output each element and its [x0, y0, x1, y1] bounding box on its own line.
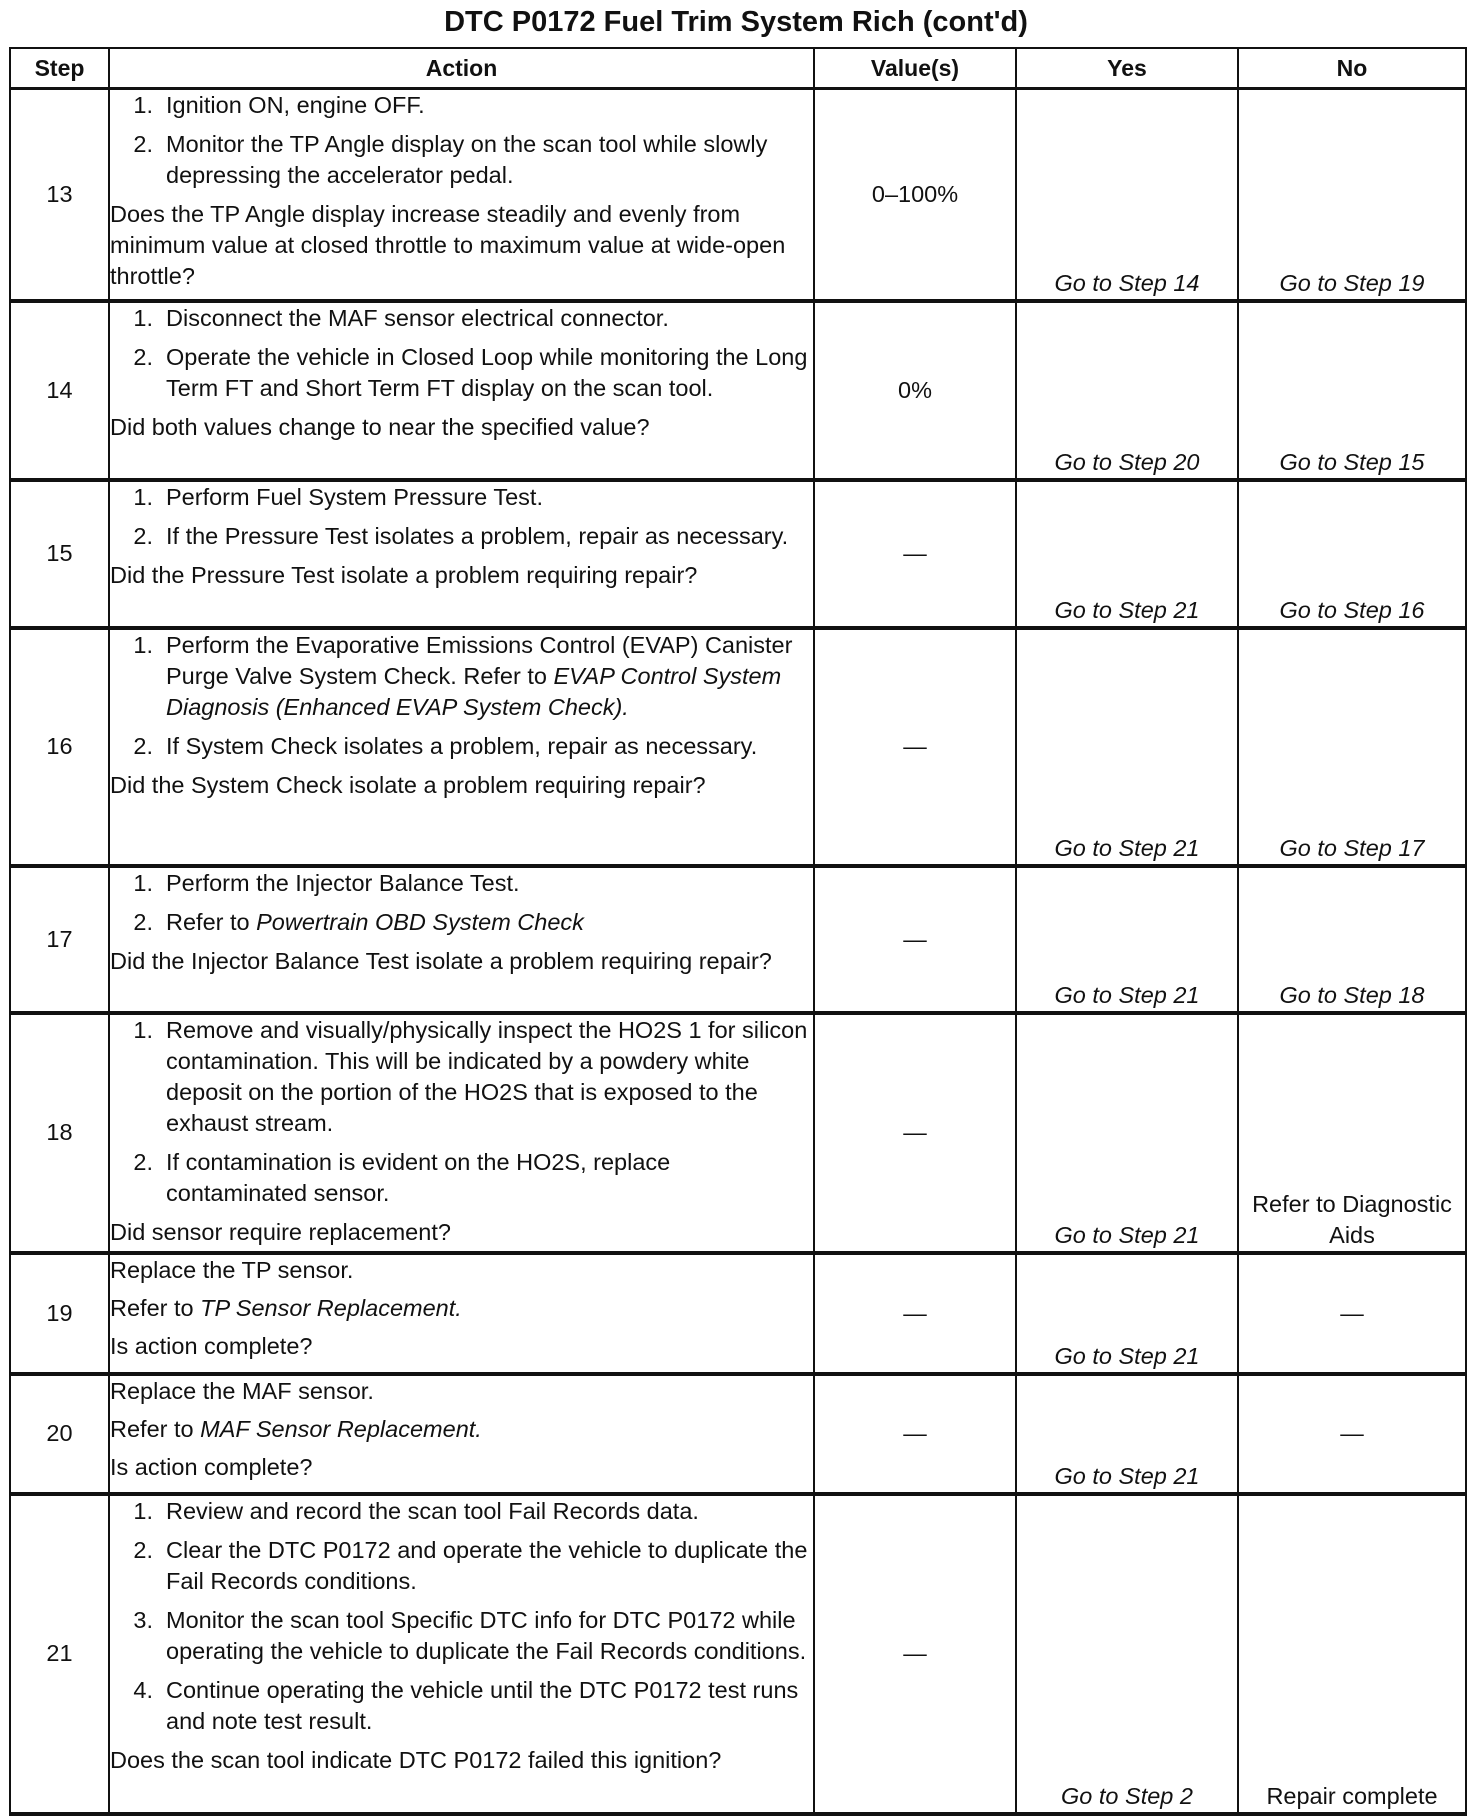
- action-item: 4. Continue operating the vehicle until the DTC P0172 test runs and note test result.: [133, 1676, 799, 1734]
- no-cell: Refer to Diagnostic Aids: [1238, 1013, 1466, 1253]
- action-cell: [109, 1253, 814, 1374]
- action-item: 1. Review and record the scan tool Fail Records data.: [133, 1497, 699, 1524]
- action-cell: [109, 1374, 814, 1494]
- yes-cell: Go to Step 21: [1016, 480, 1238, 628]
- no-cell: Go to Step 17: [1238, 628, 1466, 866]
- step-number: 15: [10, 480, 109, 628]
- action-item: 1. Perform the Injector Balance Test.: [133, 869, 520, 896]
- yes-cell: Go to Step 21: [1016, 1253, 1238, 1374]
- action-item: 2. Refer to Powertrain OBD System Check: [133, 908, 584, 935]
- value-cell: 0%: [814, 301, 1016, 480]
- no-cell: —: [1238, 1374, 1466, 1494]
- reference-link: MAF Sensor Replacement.: [200, 1415, 482, 1442]
- table-row: [10, 1374, 1466, 1494]
- action-question: Did the Pressure Test isolate a problem requiring repair?: [110, 561, 698, 588]
- no-cell: —: [1238, 1253, 1466, 1374]
- action-question: Is action complete?: [110, 1453, 313, 1480]
- action-item: 1. Perform the Evaporative Emissions Control (EVAP) Canister Purge Valve System Check. Refer to EVAP Control System Diagnosis (Enhanced EVAP System Check).: [133, 631, 793, 720]
- no-cell: Go to Step 16: [1238, 480, 1466, 628]
- step-number: 14: [10, 301, 109, 480]
- value-cell: —: [814, 480, 1016, 628]
- yes-cell: Go to Step 2: [1016, 1494, 1238, 1814]
- value-cell: —: [814, 866, 1016, 1013]
- yes-cell: Go to Step 21: [1016, 866, 1238, 1013]
- action-item: 2. If contamination is evident on the HO2S, replace contaminated sensor.: [133, 1148, 671, 1206]
- yes-cell: Go to Step 21: [1016, 628, 1238, 866]
- table-row: [10, 1253, 1466, 1374]
- header-values: Value(s): [814, 48, 1016, 89]
- action-cell: [109, 1013, 814, 1253]
- step-number: 21: [10, 1494, 109, 1814]
- no-cell: Go to Step 15: [1238, 301, 1466, 480]
- action-item: 1. Perform Fuel System Pressure Test.: [133, 483, 543, 510]
- action-line: Refer to MAF Sensor Replacement.: [110, 1415, 482, 1442]
- action-line: Replace the TP sensor.: [110, 1256, 354, 1283]
- header-no: No: [1238, 48, 1466, 89]
- yes-cell: Go to Step 21: [1016, 1374, 1238, 1494]
- action-item: 1. Remove and visually/physically inspect the HO2S 1 for silicon contamination. This will be indicated by a powdery white deposit on the portion of the HO2S that is exposed to the exhaust stream.: [133, 1016, 808, 1136]
- action-question: Did sensor require replacement?: [110, 1218, 451, 1245]
- action-item: 2. Monitor the TP Angle display on the scan tool while slowly depressing the accelerator pedal.: [133, 131, 768, 188]
- action-cell: [109, 480, 814, 628]
- action-cell: [109, 866, 814, 1013]
- table-row: [10, 1494, 1466, 1814]
- action-question: Did both values change to near the specified value?: [110, 413, 650, 440]
- action-cell: [109, 628, 814, 866]
- action-cell: [109, 1494, 814, 1814]
- action-cell: [109, 301, 814, 480]
- reference-link: EVAP Control System Diagnosis (Enhanced EVAP System Check).: [166, 662, 782, 720]
- no-cell: Go to Step 18: [1238, 866, 1466, 1013]
- reference-link: TP Sensor Replacement.: [200, 1294, 462, 1321]
- page-title: DTC P0172 Fuel Trim System Rich (cont'd): [444, 6, 1028, 38]
- no-cell: Repair complete: [1238, 1494, 1466, 1814]
- value-cell: —: [814, 1494, 1016, 1814]
- header-action: Action: [109, 48, 814, 89]
- action-item: 1. Disconnect the MAF sensor electrical connector.: [133, 304, 669, 331]
- table-row: [10, 89, 1466, 301]
- no-cell: Go to Step 19: [1238, 89, 1466, 301]
- action-item: 1. Ignition ON, engine OFF.: [133, 92, 425, 118]
- yes-cell: Go to Step 21: [1016, 1013, 1238, 1253]
- step-number: 16: [10, 628, 109, 866]
- yes-cell: Go to Step 20: [1016, 301, 1238, 480]
- step-number: 19: [10, 1253, 109, 1374]
- action-item: 3. Monitor the scan tool Specific DTC info for DTC P0172 while operating the vehicle to duplicate the Fail Records conditions.: [133, 1606, 807, 1664]
- table-row: [10, 301, 1466, 480]
- action-item: 2. If System Check isolates a problem, repair as necessary.: [133, 732, 758, 759]
- action-item: 2. Operate the vehicle in Closed Loop while monitoring the Long Term FT and Short Term FT display on the scan tool.: [133, 343, 808, 401]
- action-cell: [109, 89, 814, 301]
- action-question: Did the Injector Balance Test isolate a problem requiring repair?: [110, 947, 772, 974]
- value-cell: —: [814, 1253, 1016, 1374]
- table-row: [10, 866, 1466, 1013]
- action-question: Is action complete?: [110, 1332, 313, 1359]
- step-number: 13: [10, 89, 109, 301]
- step-number: 17: [10, 866, 109, 1013]
- reference-link: Powertrain OBD System Check: [256, 908, 584, 935]
- yes-cell: Go to Step 14: [1016, 89, 1238, 301]
- action-item: 2. Clear the DTC P0172 and operate the vehicle to duplicate the Fail Records conditions.: [133, 1536, 808, 1594]
- action-question: Did the System Check isolate a problem requiring repair?: [110, 771, 706, 798]
- action-item: 2. If the Pressure Test isolates a problem, repair as necessary.: [133, 522, 789, 549]
- value-cell: 0–100%: [814, 89, 1016, 301]
- value-cell: —: [814, 1374, 1016, 1494]
- value-cell: —: [814, 628, 1016, 866]
- step-number: 18: [10, 1013, 109, 1253]
- action-line: Refer to TP Sensor Replacement.: [110, 1294, 462, 1321]
- table-header-row: [10, 48, 1466, 89]
- table-row: [10, 480, 1466, 628]
- header-yes: Yes: [1016, 48, 1238, 89]
- diagnostic-table: [9, 47, 1467, 1816]
- action-question: Does the scan tool indicate DTC P0172 failed this ignition?: [110, 1746, 722, 1773]
- action-line: Replace the MAF sensor.: [110, 1377, 374, 1404]
- value-cell: —: [814, 1013, 1016, 1253]
- action-question: Does the TP Angle display increase steadily and evenly from minimum value at closed throttle to maximum value at wide-open throttle?: [110, 201, 786, 289]
- step-number: 20: [10, 1374, 109, 1494]
- header-step: Step: [10, 48, 109, 89]
- table-row: [10, 628, 1466, 866]
- table-row: [10, 1013, 1466, 1253]
